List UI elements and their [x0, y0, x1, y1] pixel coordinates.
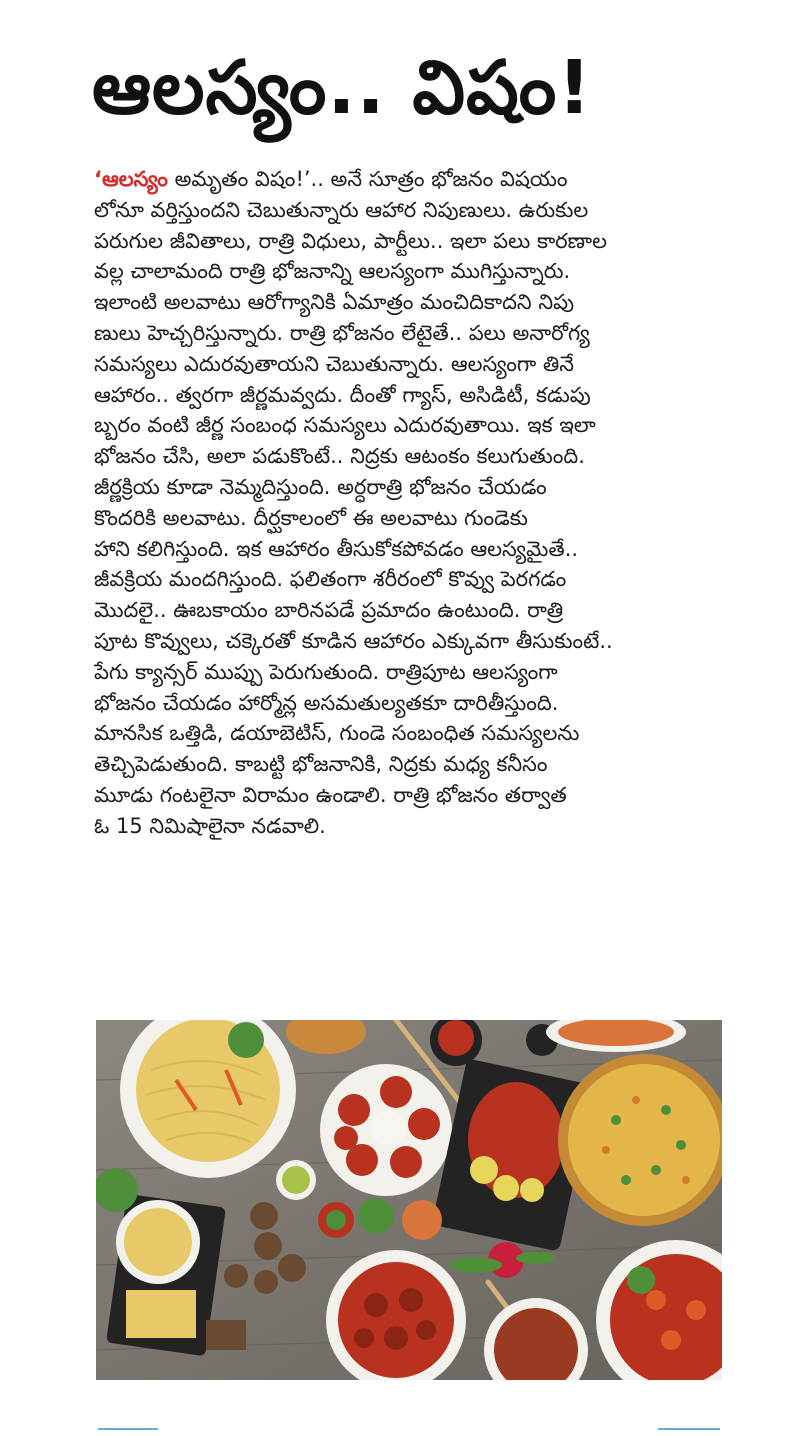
article-line: భోజనం చేయడం హార్మోన్ల అసమతుల్యతకూ దారితీస్తుంది.	[94, 690, 559, 715]
article-line: మొదలై.. ఊబకాయం బారినపడే ప్రమాదం ఉంటుంది. రాత్రి	[94, 598, 564, 623]
article-line-text: అమృతం విషం!’.. అనే సూత్రం భోజనం విషయం	[167, 167, 568, 191]
food-platter-photo	[96, 1020, 722, 1380]
article-line: ణులు హెచ్చరిస్తున్నారు. రాత్రి భోజనం లేటైతే.. పలు అనారోగ్య	[94, 320, 590, 345]
article-line: భోజనం చేసి, అలా పడుకొంటే.. నిద్రకు ఆటంకం కలుగుతుంది.	[94, 444, 585, 469]
food-photo-illustration	[96, 1020, 722, 1380]
article-headline: ఆలస్యం.. విషం!	[92, 45, 593, 131]
article-line: లోనూ వర్తిస్తుందని చెబుతున్నారు ఆహార నిపుణులు. ఉరుకుల	[94, 197, 589, 222]
article-lead-phrase: ‘ఆలస్యం	[94, 167, 168, 191]
article-line: పూట కొవ్వులు, చక్కెరతో కూడిన ఆహారం ఎక్కువగా తీసుకుంటే..	[94, 628, 613, 653]
footer-rule-right	[658, 1428, 720, 1430]
pizza	[558, 1054, 722, 1226]
article-line: పరుగుల జీవితాలు, రాత్రి విధులు, పార్టీలు.. ఇలా పలు కారణాల	[94, 228, 607, 253]
article-line: ఓ 15 నిమిషాలైనా నడవాలి.	[94, 813, 326, 838]
article-line: హాని కలిగిస్తుంది. ఇక ఆహారం తీసుకోకపోవడం ఆలస్యమైతే..	[94, 536, 579, 561]
article-line: బ్బరం వంటి జీర్ణ సంబంధ సమస్యలు ఎదురవుతాయి. ఇక ఇలా	[94, 413, 596, 438]
footer-rule-left	[98, 1428, 158, 1430]
article-line: తెచ్చిపెడుతుంది. కాబట్టి భోజనానికి, నిద్రకు మధ్య కనీసం	[94, 752, 548, 777]
article-line: ఇలాంటి అలవాటు ఆరోగ్యానికి ఏమాత్రం మంచిదికాదని నిపు	[94, 290, 575, 315]
article-line: జీవక్రియ మందగిస్తుంది. ఫలితంగా శరీరంలో కొవ్వు పెరగడం	[94, 567, 567, 592]
article-line: జీర్ణక్రియ కూడా నెమ్మదిస్తుంది. అర్ధరాత్రి భోజనం చేయడం	[94, 474, 547, 499]
article-line: కొందరికి అలవాటు. దీర్ఘకాలంలో ఈ అలవాటు గుండెకు	[94, 505, 528, 530]
article-line: ఆహారం.. త్వరగా జీర్ణమవ్వదు. దీంతో గ్యాస్, అసిడిటీ, కడుపు	[94, 382, 591, 407]
dumplings-plate	[320, 1064, 452, 1196]
article-line: సమస్యలు ఎదురవుతాయని చెబుతున్నారు. ఆలస్యంగా తినే	[94, 351, 575, 376]
article-line: మానసిక ఒత్తిడి, డయాబెటిస్, గుండె సంబంధిత సమస్యలను	[94, 721, 580, 746]
article-line: మూడు గంటలైనా విరామం ఉండాలి. రాత్రి భోజనం తర్వాత	[94, 782, 567, 807]
article-line: పేగు క్యాన్సర్ ముప్పు పెరుగుతుంది. రాత్రిపూట ఆలస్యంగా	[94, 659, 558, 684]
article-body	[94, 164, 724, 842]
article-line: వల్ల చాలామంది రాత్రి భోజనాన్ని ఆలస్యంగా ముగిస్తున్నారు.	[94, 259, 571, 284]
article-line	[94, 164, 724, 195]
